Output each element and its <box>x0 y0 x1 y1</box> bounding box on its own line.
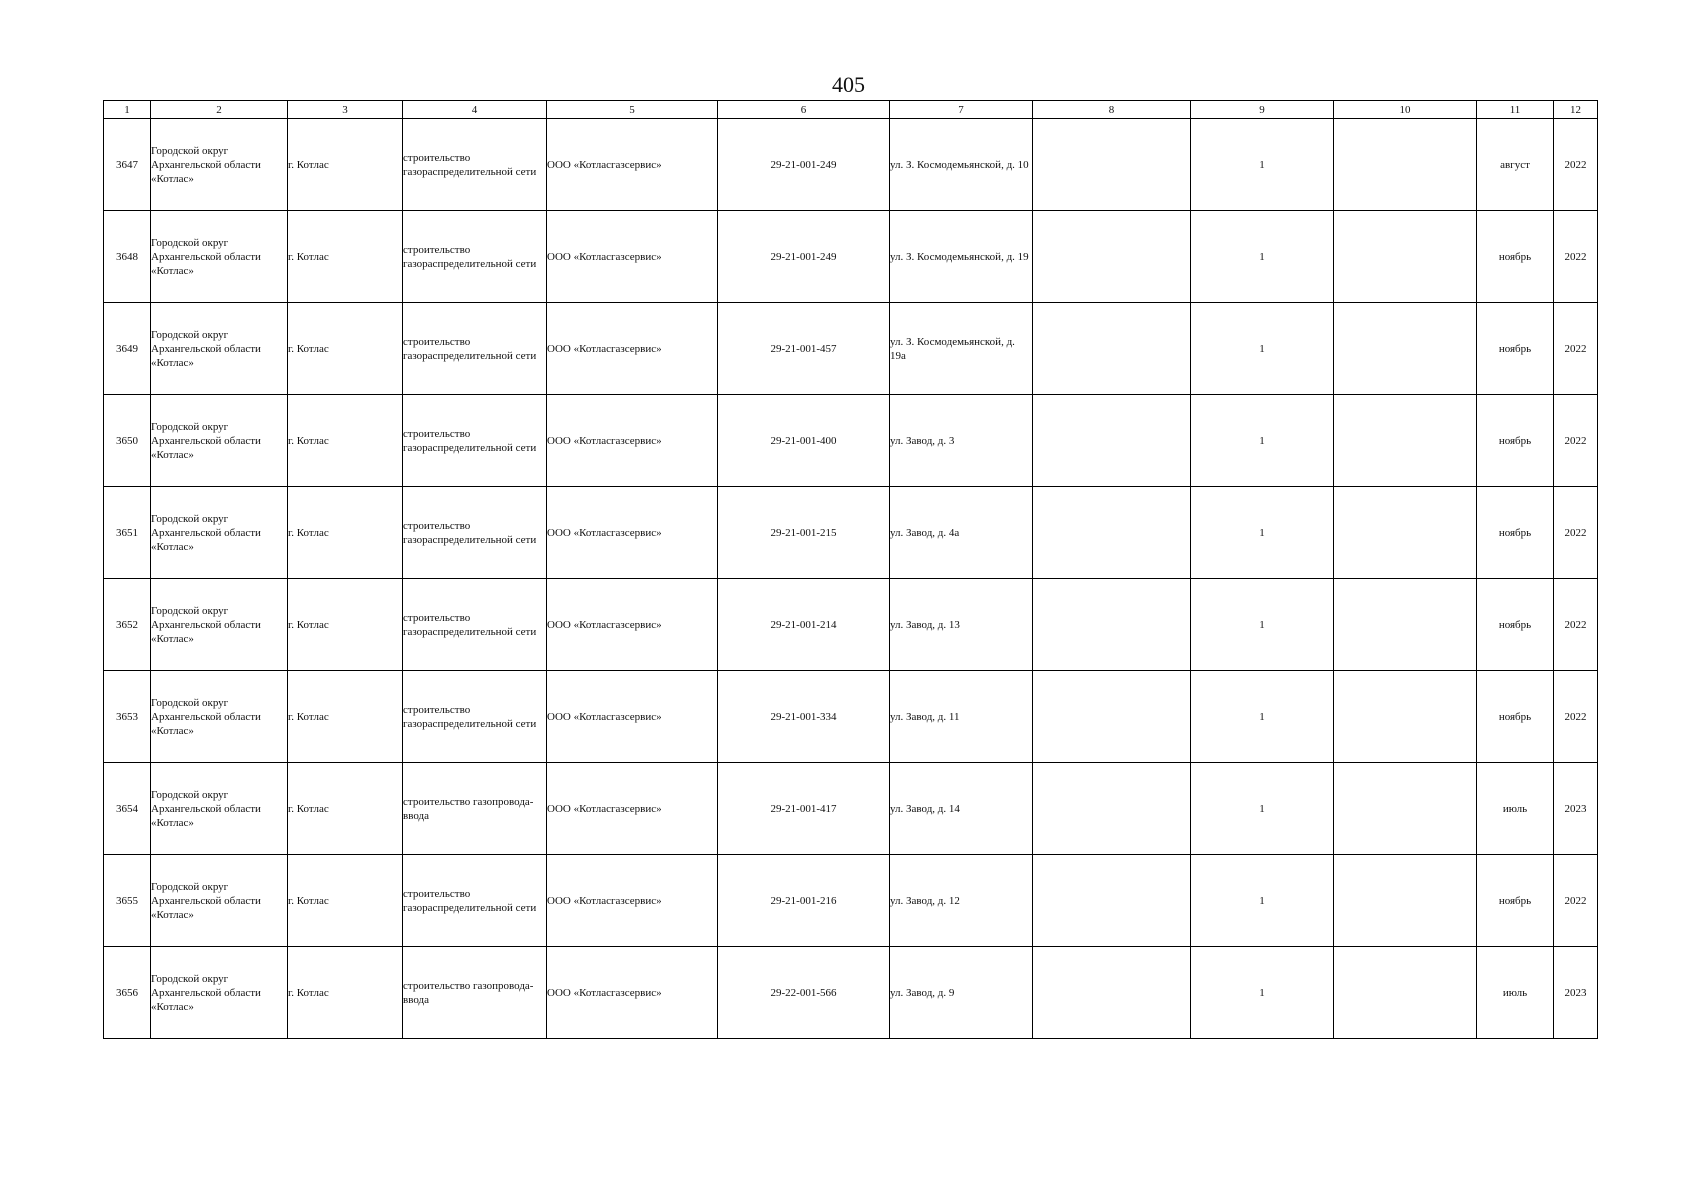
year-cell: 2022 <box>1554 671 1598 763</box>
column-header: 11 <box>1477 101 1554 119</box>
col10-cell <box>1334 211 1477 303</box>
locality-cell: г. Котлас <box>288 119 403 211</box>
column-header: 12 <box>1554 101 1598 119</box>
code-cell: 29-21-001-417 <box>718 763 890 855</box>
work-type-cell: строительство газопровода-ввода <box>403 763 547 855</box>
code-cell: 29-21-001-457 <box>718 303 890 395</box>
address-cell: ул. З. Космодемьянской, д. 19 <box>890 211 1033 303</box>
quantity-cell: 1 <box>1191 487 1334 579</box>
work-type-cell: строительство газораспределительной сети <box>403 579 547 671</box>
quantity-cell: 1 <box>1191 395 1334 487</box>
address-cell: ул. З. Космодемьянской, д. 10 <box>890 119 1033 211</box>
col8-cell <box>1033 855 1191 947</box>
code-cell: 29-22-001-566 <box>718 947 890 1039</box>
municipality-cell: Городской округ Архангельской области «Котлас» <box>151 487 288 579</box>
work-type-cell: строительство газораспределительной сети <box>403 395 547 487</box>
col10-cell <box>1334 763 1477 855</box>
quantity-cell: 1 <box>1191 855 1334 947</box>
table-row <box>104 763 1598 855</box>
quantity-cell: 1 <box>1191 119 1334 211</box>
table-row <box>104 671 1598 763</box>
organization-cell: ООО «Котласгазсервис» <box>547 395 718 487</box>
row-id: 3653 <box>104 671 151 763</box>
address-cell: ул. Завод, д. 3 <box>890 395 1033 487</box>
code-cell: 29-21-001-249 <box>718 119 890 211</box>
organization-cell: ООО «Котласгазсервис» <box>547 303 718 395</box>
table-row <box>104 947 1598 1039</box>
locality-cell: г. Котлас <box>288 211 403 303</box>
locality-cell: г. Котлас <box>288 763 403 855</box>
row-id: 3656 <box>104 947 151 1039</box>
quantity-cell: 1 <box>1191 763 1334 855</box>
col10-cell <box>1334 395 1477 487</box>
col8-cell <box>1033 119 1191 211</box>
month-cell: ноябрь <box>1477 671 1554 763</box>
col10-cell <box>1334 947 1477 1039</box>
address-cell: ул. Завод, д. 13 <box>890 579 1033 671</box>
municipality-cell: Городской округ Архангельской области «Котлас» <box>151 303 288 395</box>
address-cell: ул. Завод, д. 9 <box>890 947 1033 1039</box>
code-cell: 29-21-001-334 <box>718 671 890 763</box>
month-cell: ноябрь <box>1477 395 1554 487</box>
code-cell: 29-21-001-249 <box>718 211 890 303</box>
address-cell: ул. Завод, д. 4а <box>890 487 1033 579</box>
col10-cell <box>1334 579 1477 671</box>
col8-cell <box>1033 395 1191 487</box>
row-id: 3650 <box>104 395 151 487</box>
year-cell: 2022 <box>1554 487 1598 579</box>
col8-cell <box>1033 303 1191 395</box>
month-cell: ноябрь <box>1477 303 1554 395</box>
table-row <box>104 579 1598 671</box>
table-row <box>104 395 1598 487</box>
quantity-cell: 1 <box>1191 947 1334 1039</box>
quantity-cell: 1 <box>1191 671 1334 763</box>
column-header: 7 <box>890 101 1033 119</box>
quantity-cell: 1 <box>1191 579 1334 671</box>
col10-cell <box>1334 303 1477 395</box>
municipality-cell: Городской округ Архангельской области «Котлас» <box>151 855 288 947</box>
municipality-cell: Городской округ Архангельской области «Котлас» <box>151 211 288 303</box>
column-header: 3 <box>288 101 403 119</box>
month-cell: июль <box>1477 947 1554 1039</box>
organization-cell: ООО «Котласгазсервис» <box>547 671 718 763</box>
row-id: 3651 <box>104 487 151 579</box>
table-row <box>104 855 1598 947</box>
month-cell: ноябрь <box>1477 855 1554 947</box>
col8-cell <box>1033 487 1191 579</box>
work-type-cell: строительство газопровода-ввода <box>403 947 547 1039</box>
municipality-cell: Городской округ Архангельской области «Котлас» <box>151 947 288 1039</box>
code-cell: 29-21-001-400 <box>718 395 890 487</box>
table-row <box>104 303 1598 395</box>
col8-cell <box>1033 671 1191 763</box>
column-header: 2 <box>151 101 288 119</box>
page-number: 405 <box>832 72 865 97</box>
municipality-cell: Городской округ Архангельской области «Котлас» <box>151 763 288 855</box>
table-row <box>104 119 1598 211</box>
quantity-cell: 1 <box>1191 211 1334 303</box>
month-cell: ноябрь <box>1477 487 1554 579</box>
address-cell: ул. Завод, д. 11 <box>890 671 1033 763</box>
col8-cell <box>1033 947 1191 1039</box>
municipality-cell: Городской округ Архангельской области «Котлас» <box>151 579 288 671</box>
work-type-cell: строительство газораспределительной сети <box>403 303 547 395</box>
year-cell: 2022 <box>1554 119 1598 211</box>
organization-cell: ООО «Котласгазсервис» <box>547 119 718 211</box>
col10-cell <box>1334 119 1477 211</box>
column-header: 9 <box>1191 101 1334 119</box>
register-table <box>103 100 1598 1039</box>
row-id: 3655 <box>104 855 151 947</box>
organization-cell: ООО «Котласгазсервис» <box>547 855 718 947</box>
col10-cell <box>1334 855 1477 947</box>
organization-cell: ООО «Котласгазсервис» <box>547 763 718 855</box>
month-cell: ноябрь <box>1477 211 1554 303</box>
locality-cell: г. Котлас <box>288 487 403 579</box>
header-row <box>104 101 1598 119</box>
col8-cell <box>1033 579 1191 671</box>
work-type-cell: строительство газораспределительной сети <box>403 211 547 303</box>
organization-cell: ООО «Котласгазсервис» <box>547 487 718 579</box>
month-cell: ноябрь <box>1477 579 1554 671</box>
locality-cell: г. Котлас <box>288 671 403 763</box>
table-row <box>104 211 1598 303</box>
row-id: 3649 <box>104 303 151 395</box>
year-cell: 2022 <box>1554 855 1598 947</box>
column-header: 10 <box>1334 101 1477 119</box>
year-cell: 2022 <box>1554 211 1598 303</box>
code-cell: 29-21-001-215 <box>718 487 890 579</box>
col8-cell <box>1033 211 1191 303</box>
table-row <box>104 487 1598 579</box>
locality-cell: г. Котлас <box>288 855 403 947</box>
column-header: 4 <box>403 101 547 119</box>
code-cell: 29-21-001-216 <box>718 855 890 947</box>
code-cell: 29-21-001-214 <box>718 579 890 671</box>
work-type-cell: строительство газораспределительной сети <box>403 487 547 579</box>
address-cell: ул. З. Космодемьянской, д. 19а <box>890 303 1033 395</box>
work-type-cell: строительство газораспределительной сети <box>403 671 547 763</box>
year-cell: 2022 <box>1554 395 1598 487</box>
locality-cell: г. Котлас <box>288 395 403 487</box>
row-id: 3652 <box>104 579 151 671</box>
year-cell: 2023 <box>1554 763 1598 855</box>
row-id: 3648 <box>104 211 151 303</box>
col10-cell <box>1334 487 1477 579</box>
col8-cell <box>1033 763 1191 855</box>
column-header: 6 <box>718 101 890 119</box>
column-header: 8 <box>1033 101 1191 119</box>
row-id: 3647 <box>104 119 151 211</box>
municipality-cell: Городской округ Архангельской области «Котлас» <box>151 119 288 211</box>
organization-cell: ООО «Котласгазсервис» <box>547 579 718 671</box>
month-cell: июль <box>1477 763 1554 855</box>
year-cell: 2023 <box>1554 947 1598 1039</box>
address-cell: ул. Завод, д. 12 <box>890 855 1033 947</box>
address-cell: ул. Завод, д. 14 <box>890 763 1033 855</box>
quantity-cell: 1 <box>1191 303 1334 395</box>
locality-cell: г. Котлас <box>288 579 403 671</box>
column-header: 1 <box>104 101 151 119</box>
work-type-cell: строительство газораспределительной сети <box>403 855 547 947</box>
locality-cell: г. Котлас <box>288 947 403 1039</box>
year-cell: 2022 <box>1554 579 1598 671</box>
locality-cell: г. Котлас <box>288 303 403 395</box>
organization-cell: ООО «Котласгазсервис» <box>547 947 718 1039</box>
municipality-cell: Городской округ Архангельской области «Котлас» <box>151 395 288 487</box>
organization-cell: ООО «Котласгазсервис» <box>547 211 718 303</box>
row-id: 3654 <box>104 763 151 855</box>
municipality-cell: Городской округ Архангельской области «Котлас» <box>151 671 288 763</box>
work-type-cell: строительство газораспределительной сети <box>403 119 547 211</box>
month-cell: август <box>1477 119 1554 211</box>
column-header: 5 <box>547 101 718 119</box>
year-cell: 2022 <box>1554 303 1598 395</box>
col10-cell <box>1334 671 1477 763</box>
